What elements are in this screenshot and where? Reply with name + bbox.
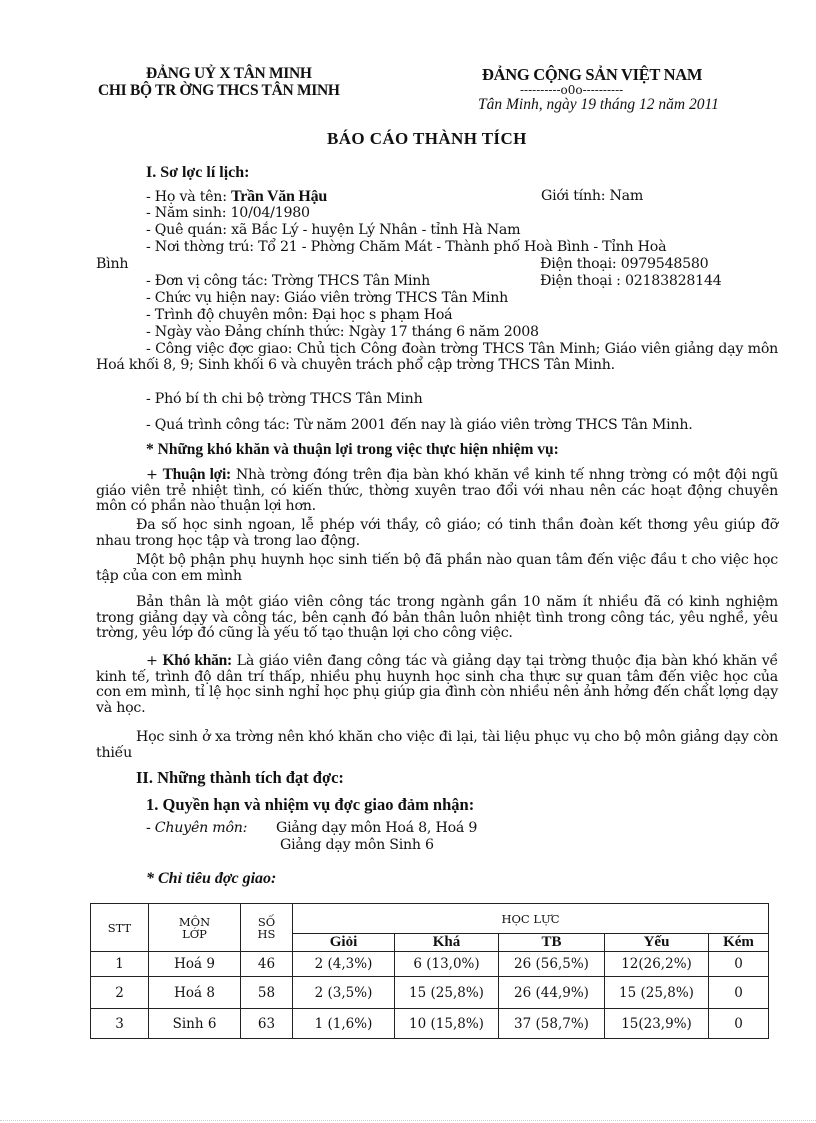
birth-date: - Năm sinh: 10/04/1980 — [146, 205, 310, 221]
header-weak: Yếu — [605, 934, 709, 952]
cell-excellent: 1 (1,6%) — [293, 1009, 395, 1039]
name-value: Trần Văn Hậu — [231, 188, 327, 205]
difficulties-text: Là giáo viên đang công tác và giảng dạy tại trờng thuộc địa bàn khó khăn về kinh tế, trình độ dân trí thấp, nhiều phụ huynh học sinh cha thực sự quan tâm đến việc học của con em mình, tỉ lệ học sinh nghỉ học phụ giúp gia đình còn nhiều nên ảnh hởng đến chất lợng dạy và học. — [96, 653, 778, 716]
cell-class: Sinh 6 — [149, 1009, 241, 1039]
cell-weak: 12(26,2%) — [605, 952, 709, 977]
cell-stt: 3 — [91, 1009, 149, 1039]
cell-excellent: 2 (3,5%) — [293, 977, 395, 1009]
party-cell-header: CHI BỘ TR ỜNG THCS TÂN MINH — [98, 82, 340, 99]
header-ornament: ----------o0o---------- — [520, 83, 624, 97]
advantages-text: Nhà trờng đóng trên địa bàn khó khăn về kinh tế nhng trờng có một đội ngũ giáo viên trẻ nhiệt tình, có kiến thức, thờng xuyên trao đổi với nhau nên các hoạt động chuyên môn có phần nào thuận lợi hơn. — [96, 467, 778, 515]
cell-stt: 2 — [91, 977, 149, 1009]
header-excellent: Giỏi — [293, 934, 395, 952]
header-subject-line1: MÔN — [178, 914, 211, 929]
gender: Giới tính: Nam — [541, 188, 644, 204]
difficulties-label: Khó khăn: — [162, 652, 232, 669]
difficulties-paragraph — [96, 653, 778, 716]
name-label: - Họ và tên: — [146, 189, 231, 205]
targets-table — [90, 903, 769, 1039]
section-1-heading: I. Sơ lợc lí lịch: — [146, 164, 250, 181]
cell-average: 26 (44,9%) — [499, 977, 605, 1009]
cell-weak: 15(23,9%) — [605, 1009, 709, 1039]
advantages-prefix: + — [146, 467, 163, 483]
cell-class: Hoá 8 — [149, 977, 241, 1009]
cell-good: 15 (25,8%) — [395, 977, 499, 1009]
name-line — [146, 189, 327, 205]
table-row — [91, 1009, 769, 1039]
national-party-header: ĐẢNG CỘNG SẢN VIỆT NAM — [482, 65, 703, 84]
residence-line-2: Bình — [96, 256, 129, 272]
cell-poor: 0 — [709, 952, 769, 977]
career-history: - Quá trình công tác: Từ năm 2001 đến nay là giáo viên trờng THCS Tân Minh. — [146, 417, 693, 433]
report-date: Tân Minh, ngày 19 tháng 12 năm 2011 — [478, 96, 719, 113]
cell-stt: 1 — [91, 952, 149, 977]
assigned-work: - Công việc đợc giao: Chủ tịch Công đoàn trờng THCS Tân Minh; Giáo viên giảng dạy môn Hoá khối 8, 9; Sinh khối 6 và chuyên trách phổ cập trờng THCS Tân Minh. — [96, 341, 778, 373]
difficulties-prefix: + — [146, 653, 163, 669]
header-stt: STT — [91, 904, 149, 952]
phone-mobile: Điện thoại: 0979548580 — [540, 256, 709, 272]
header-count-line1: SỐ — [257, 914, 276, 929]
difficulties-distance: Học sinh ở xa trờng nên khó khăn cho việc đi lại, tài liệu phục vụ cho bộ môn giảng dạy còn thiếu — [96, 729, 778, 761]
header-academic-performance: HỌC LỰC — [293, 904, 769, 934]
advantages-self: Bản thân là một giáo viên công tác trong ngành gần 10 năm ít nhiều đã có kinh nghiệm trong giảng dạy và công tác, bên cạnh đó bản thân luôn nhiệt tình trong công tác, yêu nghề, yêu trờng, yêu lớp đó cũng là yếu tố tạo thuận lợi cho công việc. — [96, 594, 778, 642]
header-poor: Kém — [709, 934, 769, 952]
advantages-paragraph — [96, 467, 778, 515]
section-2-heading: II. Những thành tích đạt đợc: — [136, 768, 344, 787]
phone-office: Điện thoại : 02183828144 — [540, 273, 722, 289]
specialty-chem: Giảng dạy môn Hoá 8, Hoá 9 — [276, 820, 478, 836]
cell-good: 10 (15,8%) — [395, 1009, 499, 1039]
specialty-bio: Giảng dạy môn Sinh 6 — [280, 837, 434, 853]
advantages-students: Đa số học sinh ngoan, lễ phép với thầy, cô giáo; có tinh thần đoàn kết thơng yêu giúp đỡ nhau trong học tập và trong lao động. — [96, 517, 778, 549]
cell-count: 58 — [241, 977, 293, 1009]
cell-count: 46 — [241, 952, 293, 977]
deputy-secretary: - Phó bí th chi bộ trờng THCS Tân Minh — [146, 391, 423, 407]
header-count-line2: HS — [257, 926, 276, 941]
workplace: - Đơn vị công tác: Trờng THCS Tân Minh — [146, 273, 431, 289]
current-position: - Chức vụ hiện nay: Giáo viên trờng THCS Tân Minh — [146, 290, 509, 306]
difficulties-heading: * Những khó khăn và thuận lợi trong việc thực hiện nhiệm vụ: — [146, 441, 559, 458]
report-title: BÁO CÁO THÀNH TÍCH — [327, 129, 527, 148]
header-subject-line2: LỚP — [182, 926, 207, 941]
table-row — [91, 977, 769, 1009]
cell-average: 26 (56,5%) — [499, 952, 605, 977]
table-row — [91, 952, 769, 977]
header-subject — [149, 904, 241, 952]
specialty-label: - Chuyên môn: — [146, 820, 248, 836]
cell-excellent: 2 (4,3%) — [293, 952, 395, 977]
residence-line-1: - Nơi thờng trú: Tổ 21 - Phờng Chăm Mát - Thành phố Hoà Bình - Tỉnh Hoà — [146, 239, 667, 255]
page-bottom-divider — [0, 1120, 816, 1121]
hometown: - Quê quán: xã Bắc Lý - huyện Lý Nhân - tỉnh Hà Nam — [146, 222, 521, 238]
cell-class: Hoá 9 — [149, 952, 241, 977]
cell-weak: 15 (25,8%) — [605, 977, 709, 1009]
cell-average: 37 (58,7%) — [499, 1009, 605, 1039]
duties-heading: 1. Quyền hạn và nhiệm vụ đợc giao đảm nhận: — [146, 795, 475, 814]
party-admission-date: - Ngày vào Đảng chính thức: Ngày 17 tháng 6 năm 2008 — [146, 324, 539, 340]
header-good: Khá — [395, 934, 499, 952]
cell-poor: 0 — [709, 1009, 769, 1039]
advantages-label: Thuận lợi: — [162, 466, 231, 483]
header-student-count — [241, 904, 293, 952]
cell-good: 6 (13,0%) — [395, 952, 499, 977]
header-average: TB — [499, 934, 605, 952]
advantages-parents: Một bộ phận phụ huynh học sinh tiến bộ đã phần nào quan tâm đến việc đầu t cho việc học tập của con em mình — [96, 552, 778, 584]
qualification: - Trình độ chuyên môn: Đại học s phạm Hoá — [146, 307, 453, 323]
targets-heading: * Chỉ tiêu đợc giao: — [146, 870, 277, 887]
party-committee-header: ĐẢNG UỶ X TÂN MINH — [146, 65, 312, 82]
cell-poor: 0 — [709, 977, 769, 1009]
cell-count: 63 — [241, 1009, 293, 1039]
